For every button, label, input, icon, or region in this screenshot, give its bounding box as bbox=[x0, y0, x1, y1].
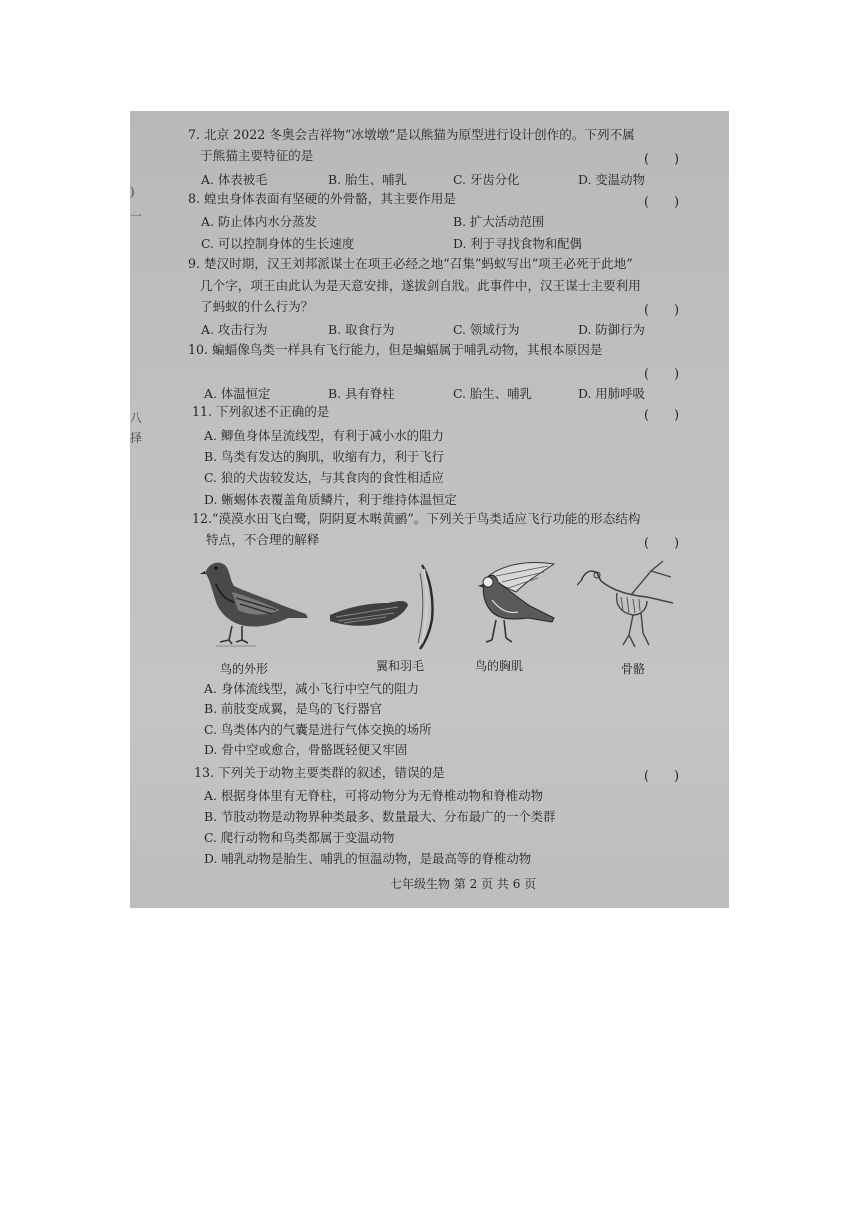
edge-mark: 一 bbox=[130, 209, 143, 223]
option-a[interactable]: A. 鲫鱼身体呈流线型，有利于减小水的阻力 bbox=[204, 428, 444, 443]
option-c[interactable]: C. 鸟类体内的气囊是进行气体交换的场所 bbox=[204, 722, 432, 737]
answer-bracket[interactable]: ( ) bbox=[644, 151, 680, 166]
answer-bracket[interactable]: ( ) bbox=[644, 366, 680, 381]
question-stem-line: 9. 楚汉时期，汉王刘邦派谋士在项王必经之地“召集”蚂蚁写出“项王必死于此地” bbox=[188, 256, 633, 271]
question-stem-line: 8. 蝗虫身体表面有坚硬的外骨骼，其主要作用是 bbox=[188, 191, 456, 206]
answer-bracket[interactable]: ( ) bbox=[644, 768, 680, 783]
option-c[interactable]: C. 狼的犬齿较发达，与其食肉的食性相适应 bbox=[204, 470, 444, 485]
option-c[interactable]: C. 领域行为 bbox=[453, 322, 520, 337]
scanned-exam-page bbox=[130, 111, 729, 908]
question-stem-line: 了蚂蚁的什么行为？ bbox=[200, 299, 314, 314]
question-stem-line: 特点，不合理的解释 bbox=[206, 532, 320, 547]
option-c[interactable]: C. 牙齿分化 bbox=[453, 172, 520, 187]
option-d[interactable]: D. 骨中空或愈合，骨骼既轻便又牢固 bbox=[204, 742, 408, 757]
figure-caption: 翼和羽毛 bbox=[376, 659, 425, 673]
option-b[interactable]: B. 扩大活动范围 bbox=[453, 214, 545, 229]
answer-bracket[interactable]: ( ) bbox=[644, 535, 680, 550]
edge-mark: ) bbox=[130, 185, 135, 199]
question-stem-line: 几个字，项王由此认为是天意安排，遂拔剑自戕。此事件中，汉王谋士主要利用 bbox=[200, 278, 641, 293]
option-d[interactable]: D. 蜥蜴体表覆盖角质鳞片，利于维持体温恒定 bbox=[204, 492, 457, 507]
question-stem-line: 10. 蝙蝠像鸟类一样具有飞行能力，但是蝙蝠属于哺乳动物，其根本原因是 bbox=[188, 342, 603, 357]
figure-caption: 鸟的外形 bbox=[220, 662, 269, 676]
option-a[interactable]: A. 体表被毛 bbox=[201, 172, 268, 187]
page-footer: 七年级生物 第 2 页 共 6 页 bbox=[390, 877, 537, 891]
question-stem-line: 于熊猫主要特征的是 bbox=[200, 148, 314, 163]
question-stem-line: 11. 下列叙述不正确的是 bbox=[192, 404, 330, 419]
option-b[interactable]: B. 前肢变成翼，是鸟的飞行器官 bbox=[204, 701, 383, 716]
option-b[interactable]: B. 具有脊柱 bbox=[328, 386, 395, 401]
option-c[interactable]: C. 胎生、哺乳 bbox=[453, 386, 532, 401]
option-b[interactable]: B. 取食行为 bbox=[328, 322, 395, 337]
option-a[interactable]: A. 体温恒定 bbox=[204, 386, 271, 401]
question-stem-line: 7. 北京 2022 冬奥会吉祥物“冰墩墩”是以熊猫为原型进行设计创作的。下列不属 bbox=[188, 127, 635, 142]
option-c[interactable]: C. 可以控制身体的生长速度 bbox=[201, 236, 355, 251]
edge-mark: 八 bbox=[130, 411, 143, 425]
option-d[interactable]: D. 哺乳动物是胎生、哺乳的恒温动物，是最高等的脊椎动物 bbox=[204, 851, 532, 866]
pigeon-breast-muscle-figure bbox=[456, 558, 560, 650]
option-b[interactable]: B. 胎生、哺乳 bbox=[328, 172, 407, 187]
option-c[interactable]: C. 爬行动物和鸟类都属于变温动物 bbox=[204, 830, 395, 845]
option-b[interactable]: B. 节肢动物是动物界种类最多、数量最大、分布最广的一个类群 bbox=[204, 809, 556, 824]
option-d[interactable]: D. 利于寻找食物和配偶 bbox=[453, 236, 582, 251]
answer-bracket[interactable]: ( ) bbox=[644, 407, 680, 422]
option-b[interactable]: B. 鸟类有发达的胸肌，收缩有力，利于飞行 bbox=[204, 449, 445, 464]
figure-caption: 骨骼 bbox=[621, 662, 646, 676]
option-a[interactable]: A. 身体流线型，减小飞行中空气的阻力 bbox=[204, 681, 420, 696]
option-a[interactable]: A. 根据身体里有无脊柱，可将动物分为无脊椎动物和脊椎动物 bbox=[204, 788, 543, 803]
figure-caption: 鸟的胸肌 bbox=[475, 659, 524, 673]
answer-bracket[interactable]: ( ) bbox=[644, 194, 680, 209]
question-stem-line: 12.“漠漠水田飞白鹭，阴阴夏木啭黄鹂”。下列关于鸟类适应飞行功能的形态结构 bbox=[192, 511, 641, 526]
answer-bracket[interactable]: ( ) bbox=[644, 302, 680, 317]
bird-skeleton-figure bbox=[577, 551, 685, 655]
wing-and-feather-figure bbox=[328, 559, 440, 651]
question-stem-line: 13. 下列关于动物主要类群的叙述，错误的是 bbox=[194, 765, 445, 780]
option-a[interactable]: A. 攻击行为 bbox=[201, 322, 268, 337]
pigeon-exterior-figure bbox=[196, 554, 314, 654]
edge-mark: 择 bbox=[130, 431, 143, 445]
option-d[interactable]: D. 用肺呼吸 bbox=[578, 386, 645, 401]
option-a[interactable]: A. 防止体内水分蒸发 bbox=[201, 214, 317, 229]
option-d[interactable]: D. 变温动物 bbox=[578, 172, 645, 187]
option-d[interactable]: D. 防御行为 bbox=[578, 322, 645, 337]
